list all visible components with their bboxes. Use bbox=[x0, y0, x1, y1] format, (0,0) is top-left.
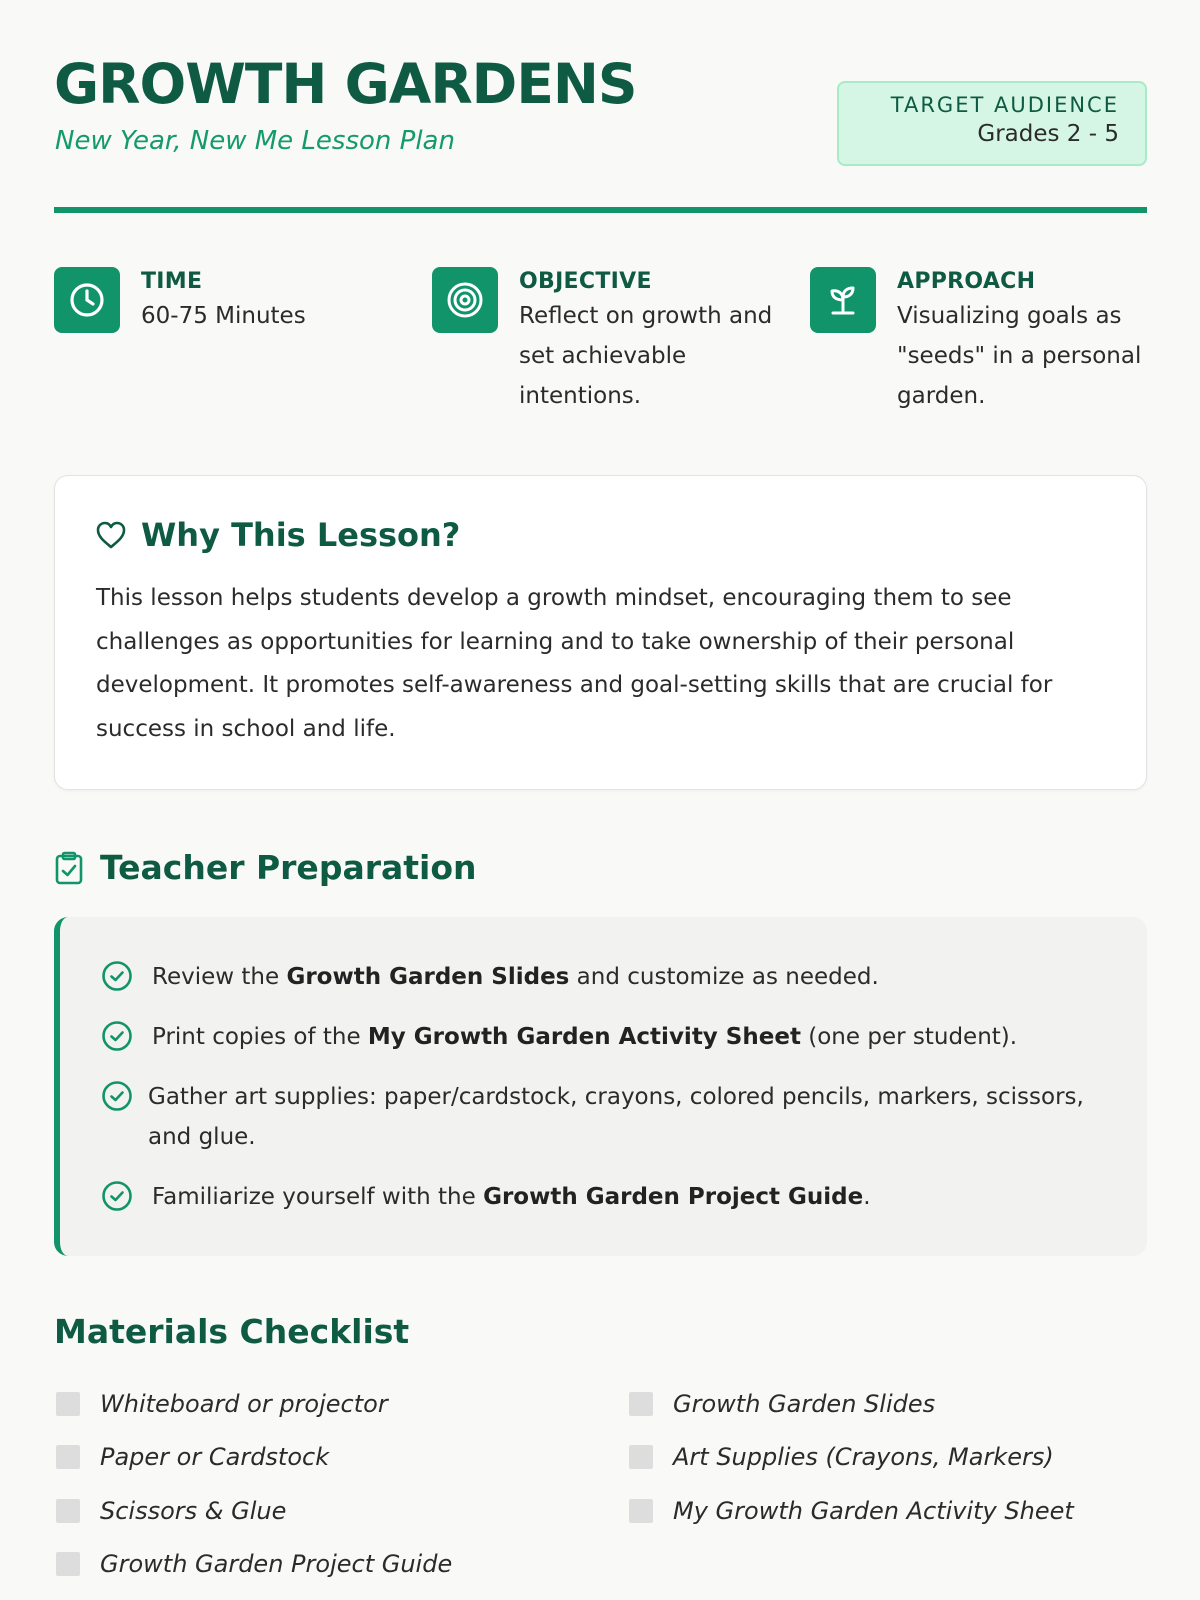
prep-text-post: . bbox=[863, 1184, 871, 1210]
material-label: Scissors & Glue bbox=[100, 1497, 287, 1525]
prep-text-bold: My Growth Garden Activity Sheet bbox=[367, 1024, 801, 1050]
prep-item-text bbox=[152, 1017, 1017, 1057]
check-circle-icon bbox=[100, 1079, 134, 1113]
prep-item-text bbox=[152, 1177, 871, 1217]
teacher-prep-title: Teacher Preparation bbox=[100, 848, 477, 887]
prep-item bbox=[100, 1017, 1017, 1057]
info-label: TIME bbox=[141, 269, 203, 294]
prep-text-post: and customize as needed. bbox=[569, 964, 879, 990]
material-label: My Growth Garden Activity Sheet bbox=[673, 1497, 1074, 1525]
material-label: Art Supplies (Crayons, Markers) bbox=[673, 1443, 1054, 1471]
prep-text-pre: Review the bbox=[152, 964, 287, 990]
checkbox[interactable] bbox=[56, 1552, 80, 1576]
prep-item-text bbox=[148, 1077, 1110, 1157]
check-circle-icon bbox=[100, 959, 134, 993]
clipboard-check-icon bbox=[54, 851, 84, 885]
material-item[interactable] bbox=[56, 1390, 388, 1418]
prep-text-bold: Growth Garden Slides bbox=[286, 964, 570, 990]
material-label: Growth Garden Project Guide bbox=[100, 1550, 453, 1578]
info-row bbox=[54, 267, 1147, 427]
info-value: Reflect on growth and set achievable intentions. bbox=[519, 303, 773, 409]
info-label: OBJECTIVE bbox=[519, 269, 652, 294]
prep-text-bold: Growth Garden Project Guide bbox=[483, 1184, 864, 1210]
info-label: APPROACH bbox=[897, 269, 1036, 294]
checkbox[interactable] bbox=[56, 1499, 80, 1523]
target-icon bbox=[432, 267, 498, 333]
prep-item bbox=[100, 957, 879, 997]
material-item[interactable] bbox=[629, 1390, 935, 1418]
teacher-prep-list bbox=[54, 917, 1147, 1256]
prep-text-pre: Familiarize yourself with the bbox=[152, 1184, 484, 1210]
why-lesson-heading bbox=[95, 516, 460, 554]
why-lesson-card bbox=[54, 475, 1147, 790]
material-item[interactable] bbox=[56, 1443, 329, 1471]
prep-item bbox=[100, 1177, 871, 1217]
audience-value: Grades 2 - 5 bbox=[977, 121, 1119, 147]
clock-icon bbox=[54, 267, 120, 333]
header bbox=[54, 0, 1147, 213]
material-item[interactable] bbox=[56, 1550, 452, 1578]
teacher-prep-heading bbox=[54, 848, 477, 887]
why-lesson-title: Why This Lesson? bbox=[141, 516, 461, 554]
checkbox[interactable] bbox=[629, 1499, 653, 1523]
info-value: 60-75 Minutes bbox=[141, 303, 306, 329]
checkbox[interactable] bbox=[629, 1445, 653, 1469]
header-divider bbox=[54, 207, 1147, 213]
page-title: GROWTH GARDENS bbox=[54, 52, 637, 116]
materials-heading bbox=[54, 1312, 409, 1351]
material-label: Paper or Cardstock bbox=[100, 1443, 330, 1471]
checkbox[interactable] bbox=[629, 1392, 653, 1416]
page-subtitle: New Year, New Me Lesson Plan bbox=[55, 126, 455, 156]
why-lesson-body: This lesson helps students develop a growth mindset, encouraging them to see challenges as opportunities for learning and to take ownership of their personal development. It promotes self-awareness and goal-setting skills that are crucial for success in school and life. bbox=[96, 585, 1053, 742]
material-item[interactable] bbox=[56, 1497, 286, 1525]
materials-title: Materials Checklist bbox=[54, 1312, 410, 1351]
prep-item bbox=[100, 1077, 1110, 1157]
material-label: Growth Garden Slides bbox=[673, 1390, 936, 1418]
material-item[interactable] bbox=[629, 1497, 1074, 1525]
prep-item-text bbox=[152, 957, 879, 997]
material-label: Whiteboard or projector bbox=[100, 1390, 388, 1418]
check-circle-icon bbox=[100, 1019, 134, 1053]
check-circle-icon bbox=[100, 1179, 134, 1213]
audience-label: TARGET AUDIENCE bbox=[890, 93, 1119, 117]
checkbox[interactable] bbox=[56, 1445, 80, 1469]
target-audience-badge bbox=[837, 81, 1147, 166]
lesson-plan-page bbox=[54, 0, 1147, 1578]
prep-text-pre: Gather art supplies: paper/cardstock, crayons, colored pencils, markers, scissors, and glue. bbox=[148, 1084, 1084, 1150]
material-item[interactable] bbox=[629, 1443, 1054, 1471]
prep-text-post: (one per student). bbox=[800, 1024, 1018, 1050]
checkbox[interactable] bbox=[56, 1392, 80, 1416]
heart-icon bbox=[95, 520, 127, 550]
sprout-icon bbox=[810, 267, 876, 333]
info-value: Visualizing goals as "seeds" in a personal garden. bbox=[897, 303, 1142, 409]
prep-text-pre: Print copies of the bbox=[152, 1024, 368, 1050]
